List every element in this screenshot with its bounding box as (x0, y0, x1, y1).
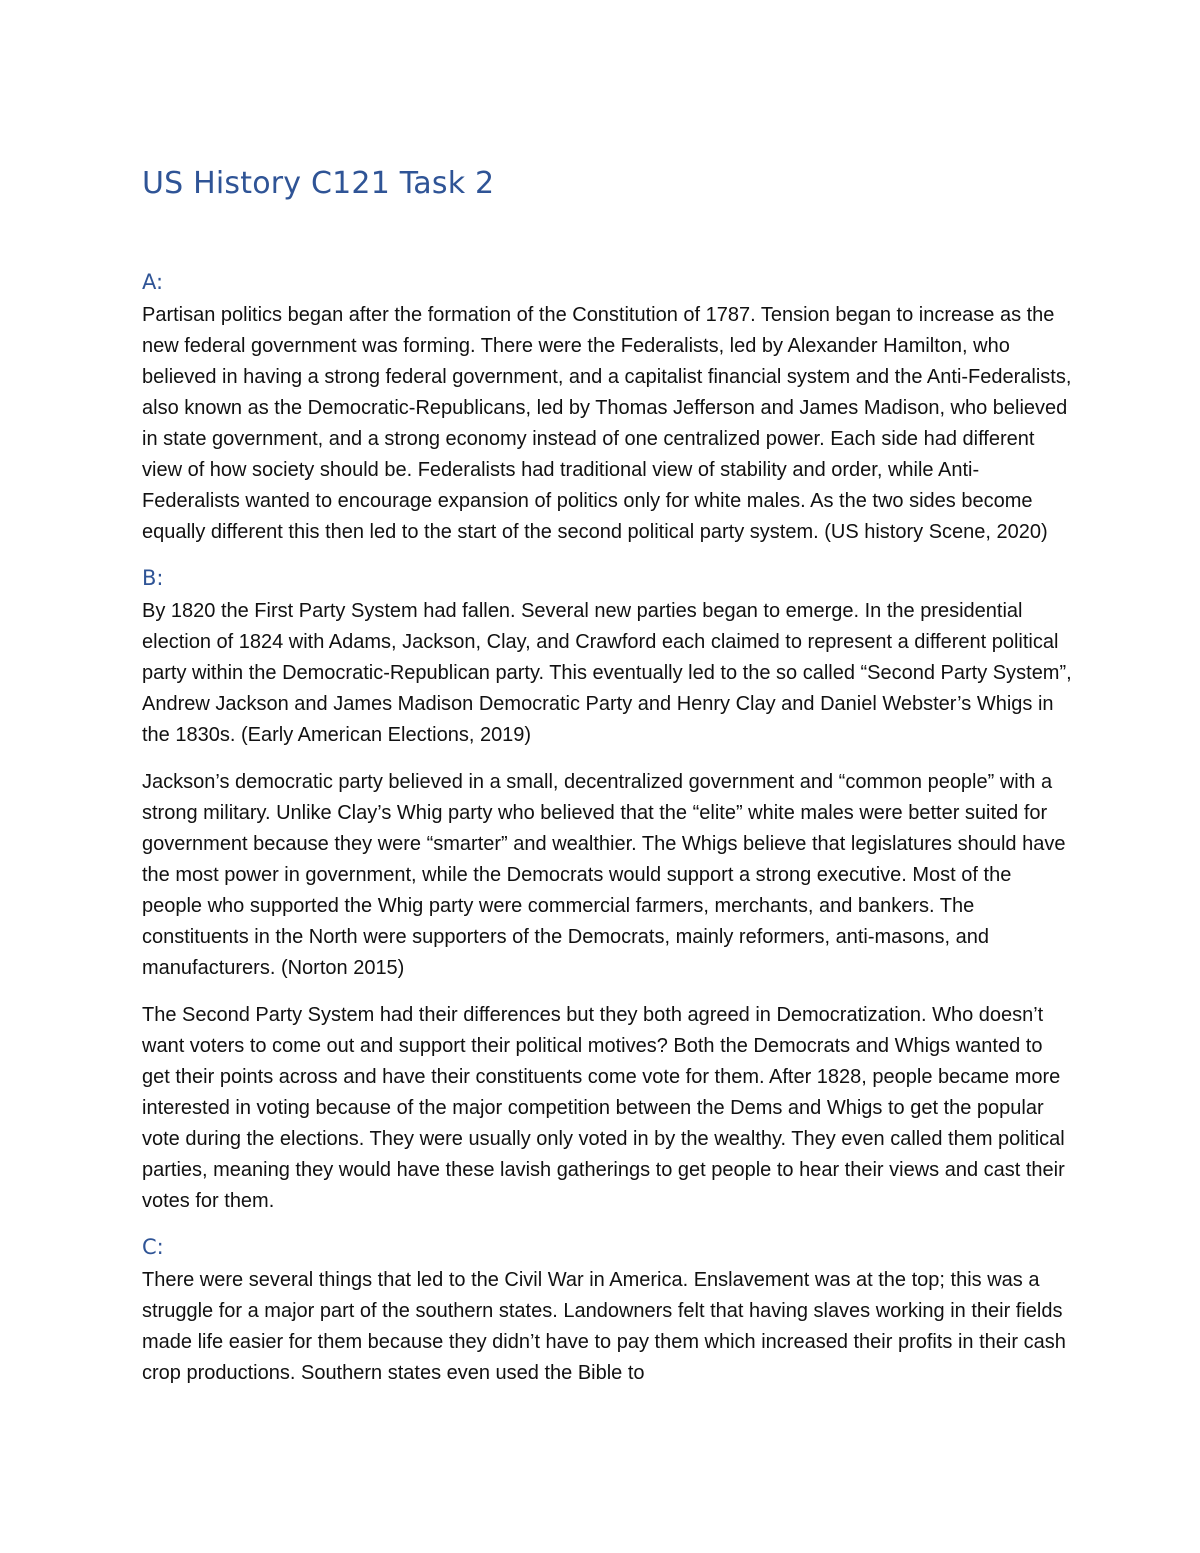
section-b (142, 564, 1072, 1217)
section-b-paragraph-3: The Second Party System had their differences but they both agreed in Democratization. Who doesn’t want voters to come out and support their political motives? Both the Democrats and Whigs wanted to get their points across and have their constituents come vote for them. After 1828, people became more interested in voting because of the major competition between the Dems and Whigs to get the popular vote during the elections. They were usually only voted in by the wealthy. They even called them political parties, meaning they would have these lavish gatherings to get people to hear their views and cast their votes for them. (142, 1004, 1065, 1212)
section-heading-a: A: (142, 270, 164, 294)
section-heading-b: B: (142, 566, 164, 590)
section-b-paragraph-1: By 1820 the First Party System had fallen. Several new parties began to emerge. In the presidential election of 1824 with Adams, Jackson, Clay, and Crawford each claimed to represent a different political party within the Democratic-Republican party. This eventually led to the so called “Second Party System”, Andrew Jackson and James Madison Democratic Party and Henry Clay and Daniel Webster’s Whigs in the 1830s. (Early American Elections, 2019) (142, 600, 1072, 746)
section-a (142, 268, 1072, 548)
section-a-paragraph-1: Partisan politics began after the formation of the Constitution of 1787. Tension began to increase as the new federal government was forming. There were the Federalists, led by Alexander Hamilton, who believed in having a strong federal government, and a capitalist financial system and the Anti-Federalists, also known as the Democratic-Republicans, led by Thomas Jefferson and James Madison, who believed in state government, and a strong economy instead of one centralized power. Each side had different view of how society should be. Federalists had traditional view of stability and order, while Anti-Federalists wanted to encourage expansion of politics only for white males. As the two sides become equally different this then led to the start of the second political party system. (US history Scene, 2020) (142, 304, 1072, 543)
document-title: US History C121 Task 2 (142, 166, 495, 201)
section-heading-c: C: (142, 1235, 164, 1259)
document-body (142, 160, 1072, 1405)
section-b-paragraph-2: Jackson’s democratic party believed in a small, decentralized government and “common people” with a strong military. Unlike Clay’s Whig party who believed that the “elite” white males were better suited for government because they were “smarter” and wealthier. The Whigs believe that legislatures should have the most power in government, while the Democrats would support a strong executive. Most of the people who supported the Whig party were commercial farmers, merchants, and bankers. The constituents in the North were supporters of the Democrats, mainly reformers, anti-masons, and manufacturers. (Norton 2015) (142, 771, 1066, 979)
section-c-paragraph-1: There were several things that led to the Civil War in America. Enslavement was at the top; this was a struggle for a major part of the southern states. Landowners felt that having slaves working in their fields made life easier for them because they didn’t have to pay them which increased their profits in their cash crop productions. Southern states even used the Bible to (142, 1269, 1066, 1384)
section-c (142, 1233, 1072, 1389)
